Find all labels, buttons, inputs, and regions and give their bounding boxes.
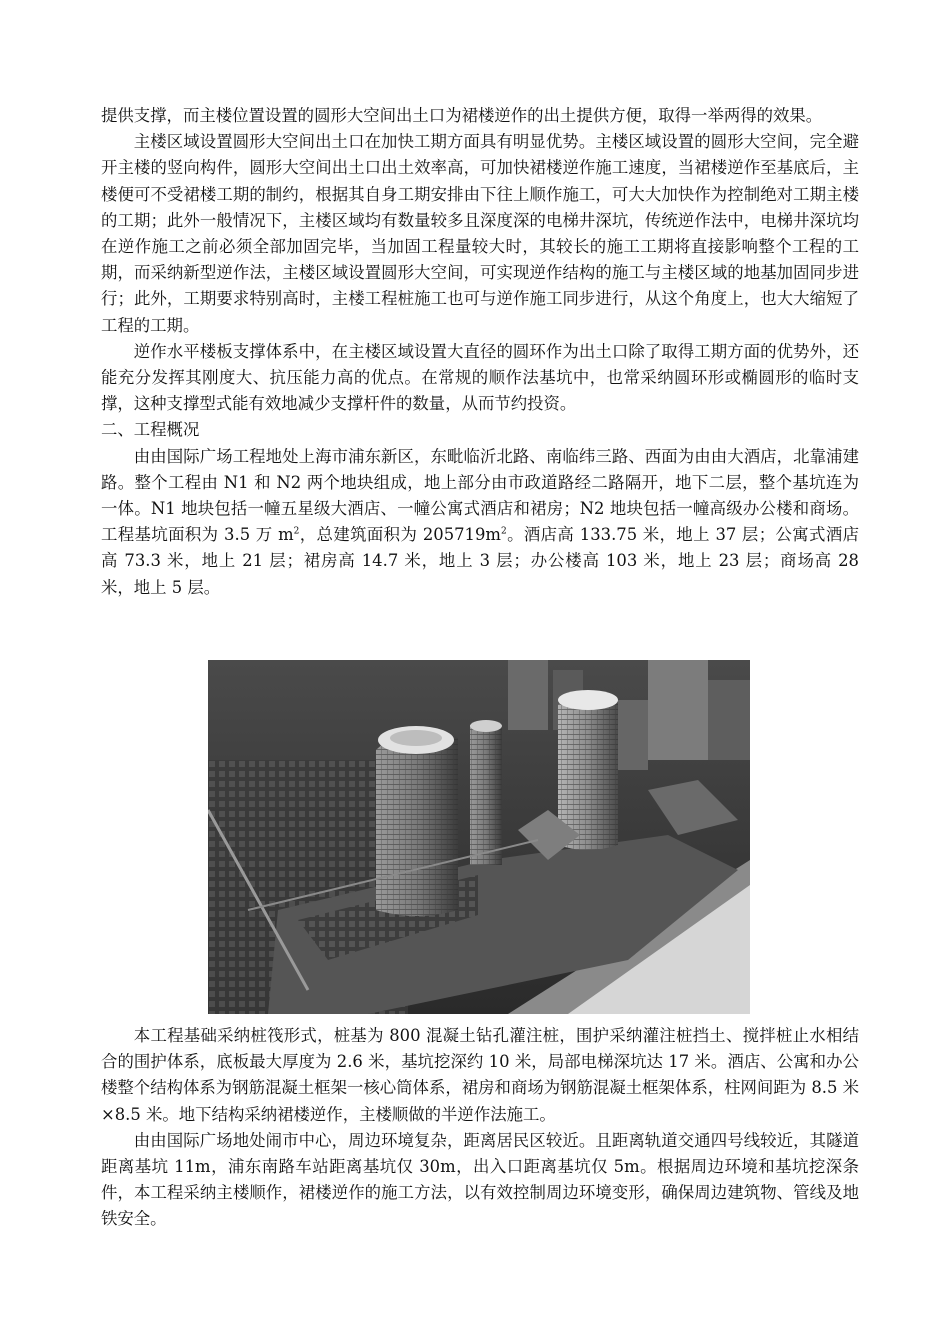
overview-text-2: ，总建筑面积为 205719m <box>299 525 501 545</box>
photo-illustration <box>208 660 750 1014</box>
paragraph-surroundings: 由由国际广场地处闹市中心，周边环境复杂，距离居民区较近。且距离轨道交通四号线较近，其隧道距离基坑 11m，浦东南路车站距离基坑仅 30m，出入口距离基坑仅 5m。根据周边环境和基坑挖深条件，本工程采纳主楼顺作，裙楼逆作的施工方法，以有效控制周边环境变形，确保周边建筑物、管线及地铁安全。 <box>101 1130 859 1229</box>
paragraph-project-overview <box>101 444 859 601</box>
overview-text-3: 。酒店高 133.75 米，地上 37 层；公寓式酒店高 73.3 米，地上 21 层；裙房高 14.7 米，地上 3 层；办公楼高 103 米，地上 23 层；商场高 28 米，地上 5 层。 <box>101 525 859 597</box>
overview-sup-1: 2 <box>293 526 300 537</box>
overview-sup-2: 2 <box>500 526 507 537</box>
apartment-tower <box>470 720 502 865</box>
paragraph-main-building-advantage: 主楼区域设置圆形大空间出土口在加快工期方面具有明显优势。主楼区域设置的圆形大空间，完全避开主楼的竖向构件，圆形大空间出土口出土效率高，可加快裙楼逆作施工速度，当裙楼逆作至基底后，主楼便可不受裙楼工期的制约，根据其自身工期安排由下往上顺作施工，可大大加快作为控制绝对工期主楼的工期；此外一般情况下，主楼区域均有数量较多且深度深的电梯井深坑，传统逆作法中，电梯井深坑均在逆作施工之前必须全部加固完毕，当加固工程量较大时，其较长的施工工期将直接影响整个工程的工期，而采纳新型逆作法，主楼区域设置圆形大空间，可实现逆作结构的施工与主楼区域的地基加固同步进行；此外，工期要求特别高时，主楼工程桩施工也可与逆作施工同步进行，从这个角度上，也大大缩短了工程的工期。 <box>101 132 859 335</box>
top-text-block <box>101 103 859 601</box>
paragraph-ring-support: 逆作水平楼板支撑体系中，在主楼区域设置大直径的圆环作为出土口除了取得工期方面的优势外，还能充分发挥其刚度大、抗压能力高的优点。在常规的顺作法基坑中，也常采纳圆环形或椭圆形的临时支撑，这种支撑型式能有效地减少支撑杆件的数量，从而节约投资。 <box>101 341 859 414</box>
paragraph-foundation: 本工程基础采纳桩筏形式，桩基为 800 混凝土钻孔灌注桩，围护采纳灌注桩挡土、搅拌桩止水相结合的围护体系，底板最大厚度为 2.6 米，基坑挖深约 10 米，局部电梯深坑达 17 米。酒店、公寓和办公楼整个结构体系为钢筋混凝土框架一核心筒体系，裙房和商场为钢筋混凝土框架体系，柱网间距为 8.5 米×8.5 米。地下结构采纳裙楼逆作，主楼顺做的半逆作法施工。 <box>101 1026 859 1124</box>
paragraph-continuation: 提供支撑，而主楼位置设置的圆形大空间出土口为裙楼逆作的出土提供方便，取得一举两得的效果。 <box>101 106 823 125</box>
building-aerial-photo <box>208 660 750 1014</box>
overview-text-1: 由由国际广场工程地处上海市浦东新区，东毗临沂北路、南临纬三路、西面为由由大酒店，北靠浦建路。整个工程由 N1 和 N2 两个地块组成，地上部分由市政道路经二路隔开，地下二层，整个基坑连为一体。N1 地块包括一幢五星级大酒店、一幢公寓式酒店和裙房；N2 地块包括一幢高级办公楼和商场。工程基坑面积为 3.5 万 m <box>101 446 859 545</box>
section-heading: 二、工程概况 <box>101 420 200 440</box>
bottom-text-block <box>101 1023 859 1233</box>
hotel-tower <box>376 726 458 916</box>
